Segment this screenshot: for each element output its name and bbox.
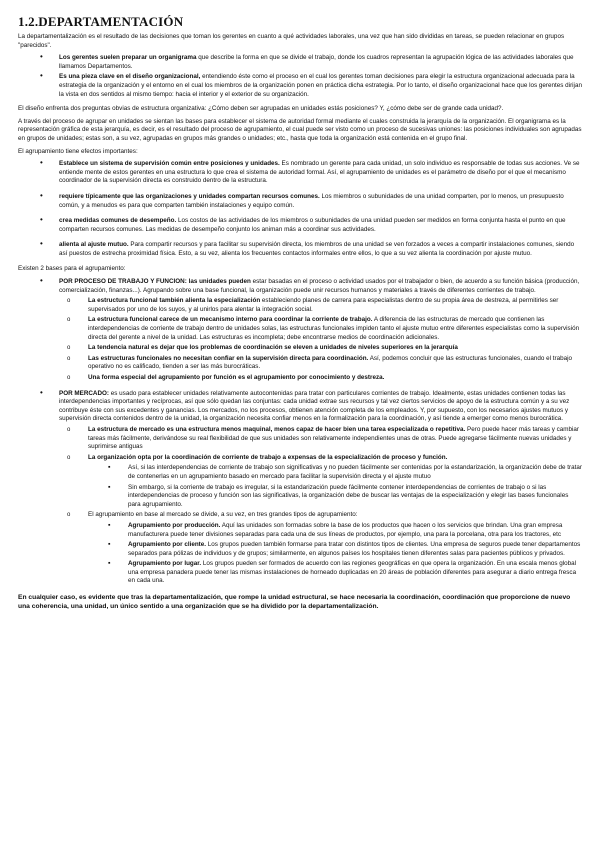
- list-item: o Una forma especial del agrupamiento por función es el agrupamiento por conocimiento y destreza.: [67, 374, 582, 383]
- page-title: 1.2.DEPARTAMENTACIÓN: [18, 14, 184, 29]
- list-item: ▪ Así, si las interdependencias de corriente de trabajo son significativas y no pueden fácilmente ser contenidas por la estandarización, la organización debe de tratar de contenerlas en un agrupamiento basado en mercado para facilitar la supervisión directa y el ajuste mutuo: [108, 464, 582, 481]
- function-sublist: [59, 297, 582, 382]
- intro-paragraph: La departamentalización es el resultado de las decisiones que toman los gerentes en cuanto a qué actividades laborales, una vez que han sido divididas en tareas, se pueden relacionar en grupos "parecidos".: [18, 33, 565, 49]
- list-item: • alienta al ajuste mutuo. Para compartir recursos y para facilitar su supervisión directa, los miembros de una unidad se ven forzados a veces a compartir instalaciones comunes, siendo así puestos de estrecha proximidad física. Esto, a su vez, alienta los frecuentes contactos informales entre ellos, lo que a su vez alienta la coordinación por ajuste mutuo.: [36, 241, 582, 258]
- effects-intro: El agrupamiento tiene efectos importantes:: [18, 147, 138, 155]
- questions-paragraph: El diseño enfrenta dos preguntas obvias de estructura organizativa: ¿Cómo deben ser agrupadas en unidades estás posiciones? Y, ¿cómo debe ser de grande cada unidad?.: [18, 105, 504, 113]
- list-item: • Establece un sistema de supervisión común entre posiciones y unidades. Es nombrado un gerente para cada unidad, un solo individuo es responsable de todas sus acciones. Ve se entiende mente de estos gerentes en una estructura lo que crea el sistema de autoridad formal. Así, el agrupamiento de unidades es el parámetro de diseño por el que el mecanismo coordinador de la supervisión directa es construido dentro de la estructura.: [36, 160, 582, 186]
- list-item: ▪ Agrupamiento por producción. Aquí las unidades son formadas sobre la base de los productos que hacen o los servicios que brindan. Una gran empresa manufacturera puede tener divisiones separadas para cada una de sus líneas de productos, por ejemplo, una para la porcelana, otra para los tractores, etc: [108, 522, 582, 539]
- list-item: o La estructura de mercado es una estructura menos maquinal, menos capaz de hacer bien una tarea especializada o repetitiva. Pero puede hacer más tareas y cambiar tareas más fácilmente, derivándose su real flexibilidad de que sus unidades son relativamente independientes unas de otras. Puede agregarse fácilmente nuevas unidades y suprimirse antiguas: [67, 426, 582, 452]
- coordination-sublist: [88, 464, 582, 509]
- list-item-base-function: • POR PROCESO DE TRABAJO Y FUNCION: las unidades pueden estar basadas en el proceso o actividad usados por el trabajador o bien, de acuerdo a su función básica (producción, comercialización, finanzas...). Agrupando sobre una base funcional, la organización puede unir recursos humanos y materiales a través de diferentes corrientes de trabajo. o La estructura funcional también alienta la especialización estableciendo planes de carrera para especialistas dentro de su propia área de destreza, al permitirles ser supervisados por uno de los suyos, y al unirlos para alentar la integración social. o La estructura funcional carece de un mecanismo interno para coordinar la corriente de trabajo. A diferencia de las estructuras de mercado que contienen las interdependencias de corriente de trabajo dentro de unidades solas, las estructuras funcionales impiden tanto el ajuste mutuo entre diferentes especialistas como la supervisión directa del gerente a nivel de la unidad. Las estructuras es incompleta; debe encontrarse medios de coordinación adicionales. o La tendencia natural es dejar que los problemas de coordinación se eleven a unidades de niveles superiores en la jerarquía o Las estructuras funcionales no necesitan confiar en la supervisión directa para coordinación. Así, podemos concluir que las estructuras funcionales, cuando el trabajo operativo no es calificado, tienden a ser las más burocráticas. o Una forma especial del agrupamiento por función es el agrupamiento por conocimiento y destreza.: [36, 278, 582, 383]
- list-item: ▪ Agrupamiento por lugar. Los grupos pueden ser formados de acuerdo con las regiones geográficas en que opera la organización. En una escala menos global una empresa panadera puede tener las mismas instalaciones de horneado duplicadas en 20 áreas de población diferentes para asegurar a diario entrega fresca en cada una.: [108, 560, 582, 586]
- list-item: • requiere típicamente que las organizaciones y unidades compartan recursos comunes. Los miembros o subunidades de una unidad comparten, por lo menos, un presupuesto común, y a menudos es para que comparten también instalaciones y equipo común.: [36, 193, 582, 210]
- market-sublist: [59, 426, 582, 586]
- grouping-paragraph: A través del proceso de agrupar en unidades se sientan las bases para establecer el sistema de autoridad formal mediante el cuales construida la jerarquía de la organización. El organigrama es la representación gráfica de esta jerarquía, es decir, es el resultado del proceso de agrupamiento, el cual puede ser visto como un proceso de sucesivas uniones: las posiciones individuales son agrupadas en grupos de unidades; estas son, a su vez, agrupadas en grupos más grandes o unidades; etc., hasta que toda la organización está contenida en el grupo final.: [18, 117, 582, 142]
- list-item-base-market: • POR MERCADO: es usado para establecer unidades relativamente autocontenidas para tratar con particulares corrientes de trabajo. Idealmente, estas unidades contienen todas las interdependencias importantes y recíprocas, así que sólo quedan las conjuntas: cada unidad extrae sus recursos y tal vez ciertos servicios de apoyo de la estructura común y a su vez contribuye éste con sus excedentes y ganancias. Los mercados, no los procesos, obtienen atención completa de los empleados. Y, por supuesto, con los necesarios ajustes mutuos y supervisión directa contenidos dentro de la unidad, la organización necesita confiar menos en la formalización para la coordinación, y así tiende a emerger como menos burocrática. o La estructura de mercado es una estructura menos maquinal, menos capaz de hacer bien una tarea especializada o repetitiva. Pero puede hacer más tareas y cambiar tareas más fácilmente, derivándose su real flexibilidad de que sus unidades son relativamente independientes unas de otras. Puede agregarse fácilmente nuevas unidades y suprimirse antiguas o La organización opta por la coordinación de corriente de trabajo a expensas de la especialización de proceso y función. ▪ Así, si las interdependencias de corriente de trabajo son significativas y no pueden fácilmente ser contenidas por la estandarización, la organización debe de tratar de contenerlas en un agrupamiento basado en mercado para facilitar la supervisión directa y el ajuste mutuo ▪ Sin embargo, si la corriente de trabajo es irregular, si la estandarización puede fácilmente contener interdependencias de corrientes de trabajo o si las interdependencias de proceso y función son las significativas, la organización debe de buscar las ventajas de la especialización y elegir las bases funcionales para agrupamiento. o El agrupamiento en base al mercado se divide, a su vez, en tres grandes tipos de agrupamiento: ▪ Agrupamiento por producción. Aquí las unidades son formadas sobre la base de los productos que hacen o los servicios que brindan. Una gran empresa manufacturera puede tener divisiones separadas para cada una de sus líneas de productos, por ejemplo, una para la porcelana, otra para los tractores, etc ▪ Agrupamiento por cliente. Los grupos pueden también formarse para tratar con distintos tipos de clientes. Una empresa de seguros puede tener departamentos separados para pólizas de individuos y de grupos; similarmente, en algunos países los hospitales tienen diferentes salas para pacientes públicos y privados. ▪ Agrupamiento por lugar. Los grupos pueden ser formados de acuerdo con las regiones geográficas en que opera la organización. En una escala menos global una empresa panadera puede tener las mismas instalaciones de horneado duplicadas en 20 áreas de población diferentes para asegurar a diario entrega fresca en cada una.: [36, 390, 582, 586]
- list-item: ▪ Sin embargo, si la corriente de trabajo es irregular, si la estandarización puede fácilmente contener interdependencias de corrientes de trabajo o si las interdependencias de proceso y función son las significativas, la organización debe de buscar las ventajas de la especialización y elegir las bases funcionales para agrupamiento.: [108, 484, 582, 510]
- list-item: o La estructura funcional también alienta la especialización estableciendo planes de carrera para especialistas dentro de su propia área de destreza, al permitirles ser supervisados por uno de los suyos, y al unirlos para alentar la integración social.: [67, 297, 582, 314]
- bases-list: [18, 278, 582, 586]
- list-item: ▪ Agrupamiento por cliente. Los grupos pueden también formarse para tratar con distintos tipos de clientes. Una empresa de seguros puede tener departamentos separados para pólizas de individuos y de grupos; similarmente, en algunos países los hospitales tienen diferentes salas para pacientes públicos y privados.: [108, 541, 582, 558]
- list-item: o La organización opta por la coordinación de corriente de trabajo a expensas de la especialización de proceso y función. ▪ Así, si las interdependencias de corriente de trabajo son significativas y no pueden fácilmente ser contenidas por la estandarización, la organización debe de tratar de contenerlas en un agrupamiento basado en mercado para facilitar la supervisión directa y el ajuste mutuo ▪ Sin embargo, si la corriente de trabajo es irregular, si la estandarización puede fácilmente contener interdependencias de corrientes de trabajo o si las interdependencias de proceso y función son las significativas, la organización debe de buscar las ventajas de la especialización y elegir las bases funcionales para agrupamiento.: [67, 454, 582, 510]
- effects-list: [18, 160, 582, 258]
- list-item: o La estructura funcional carece de un mecanismo interno para coordinar la corriente de trabajo. A diferencia de las estructuras de mercado que contienen las interdependencias de corriente de trabajo dentro de unidades solas, las estructuras funcionales impiden tanto el ajuste mutuo entre diferentes especialistas como la supervisión directa del gerente a nivel de la unidad. Las estructuras es incompleta; debe encontrarse medios de coordinación adicionales.: [67, 316, 582, 342]
- list-item: o El agrupamiento en base al mercado se divide, a su vez, en tres grandes tipos de agrupamiento: ▪ Agrupamiento por producción. Aquí las unidades son formadas sobre la base de los productos que hacen o los servicios que brindan. Una gran empresa manufacturera puede tener divisiones separadas para cada una de sus líneas de productos, por ejemplo, una para la porcelana, otra para los tractores, etc ▪ Agrupamiento por cliente. Los grupos pueden también formarse para tratar con distintos tipos de clientes. Una empresa de seguros puede tener departamentos separados para pólizas de individuos y de grupos; similarmente, en algunos países los hospitales tienen diferentes salas para pacientes públicos y privados. ▪ Agrupamiento por lugar. Los grupos pueden ser formados de acuerdo con las regiones geográficas en que opera la organización. En una escala menos global una empresa panadera puede tener las mismas instalaciones de horneado duplicadas en 20 áreas de población diferentes para asegurar a diario entrega fresca en cada una.: [67, 511, 582, 586]
- list-item: • crea medidas comunes de desempeño. Los costos de las actividades de los miembros o subunidades de una unidad pueden ser medidos en forma conjunta hasta el punto en que comparten recursos comunes. Las medidas de desempeño conjunto los animan más a coordinar sus actividades.: [36, 217, 582, 234]
- intro-bullet-list: [18, 54, 582, 99]
- list-item: • Los gerentes suelen preparar un organigrama que describe la forma en que se divide el trabajo, donde los cuadros representan la agrupación lógica de las actividades laborales que llamamos Departamentos.: [36, 54, 582, 71]
- list-item: o Las estructuras funcionales no necesitan confiar en la supervisión directa para coordinación. Así, podemos concluir que las estructuras funcionales, cuando el trabajo operativo no es calificado, tienden a ser las más burocráticas.: [67, 355, 582, 372]
- bases-intro: Existen 2 bases para el agrupamiento:: [18, 265, 126, 273]
- list-item: • Es una pieza clave en el diseño organizacional, entendiendo éste como el proceso en el cual los gerentes toman decisiones para elegir la estructura organizacional adecuada para la estrategia de la organización y el entorno en el cual los miembros de la organización ponen en práctica dicha estrategia. Por lo tanto, el diseño organizacional hace que los gerentes dirijan la vista en dos sentidos al mismo tiempo: hacia el interior y el exterior de su organización.: [36, 73, 582, 99]
- market-types-sublist: [88, 522, 582, 586]
- closing-paragraph: En cualquier caso, es evidente que tras la departamentalización, que rompe la unidad estructural, se hace necesaria la coordinación, coordinación que proporcione de nuevo una coherencia, una unidad, un único sentido a una organización que se ha dividido por la departamentalización.: [18, 594, 571, 611]
- list-item: o La tendencia natural es dejar que los problemas de coordinación se eleven a unidades de niveles superiores en la jerarquía: [67, 344, 582, 353]
